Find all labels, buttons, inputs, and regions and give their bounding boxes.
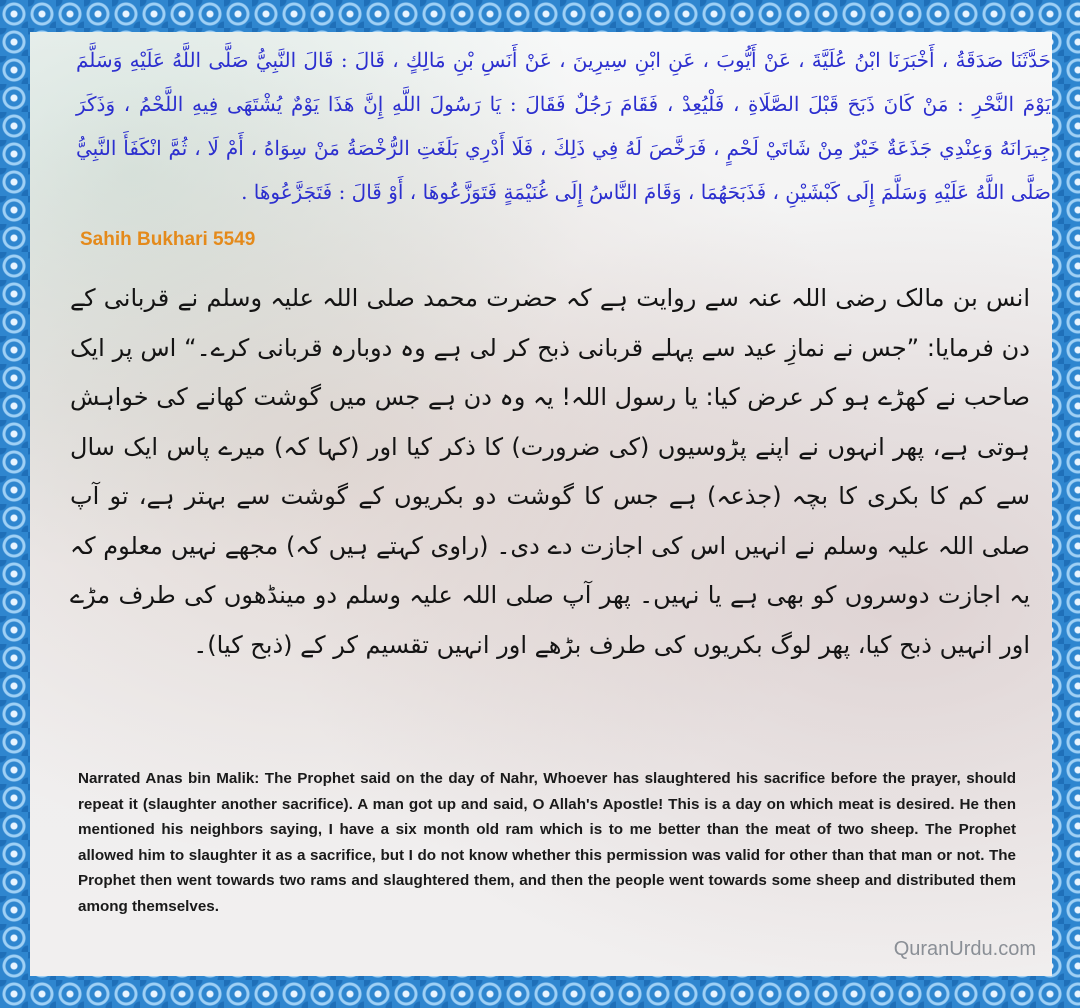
site-watermark: QuranUrdu.com [893,938,1036,960]
urdu-translation [70,274,1030,670]
content-panel [30,32,1052,976]
english-paragraph: Narrated Anas bin Malik: The Prophet said on the day of Nahr, Whoever has slaughtered his sacrifice before the prayer, should repeat it (slaughter another sacrifice). A man got up and said, O Allah's Apostle! This is a day on which meat is desired. He then mentioned his neighbors saying, I have a six month old ram which is to me better than the meat of two sheep. The Prophet allowed him to slaughter it as a sacrifice, but I do not know whether this permission was valid for other than that man or not. The Prophet then went towards two rams and slaughtered them, and then the people went towards some sheep and distributed them among themselves. [78,770,1016,915]
arabic-paragraph: حَدَّثَنَا صَدَقَةُ ، أَخْبَرَنَا ابْنُ عُلَيَّةَ ، عَنْ أَيُّوبَ ، عَنِ ابْنِ سِيرِينَ ، عَنْ أَنَسِ بْنِ مَالِكٍ ، قَالَ : قَالَ النَّبِيُّ صَلَّى اللَّهُ عَلَيْهِ وَسَلَّمَ يَوْمَ النَّحْرِ : مَنْ كَانَ ذَبَحَ قَبْلَ الصَّلَاةِ ، فَلْيُعِدْ ، فَقَامَ رَجُلٌ فَقَالَ : يَا رَسُولَ اللَّهِ إِنَّ هَذَا يَوْمٌ يُشْتَهَى فِيهِ اللَّحْمُ ، وَذَكَرَ جِيرَانَهُ وَعِنْدِي جَذَعَةٌ خَيْرٌ مِنْ شَاتَيْ لَحْمٍ ، فَرَخَّصَ لَهُ فِي ذَلِكَ ، فَلَا أَدْرِي بَلَغَتِ الرُّخْصَةُ مَنْ سِوَاهُ ، أَمْ لَا ، ثُمَّ انْكَفَأَ النَّبِيُّ صَلَّى اللَّهُ عَلَيْهِ وَسَلَّمَ إِلَى كَبْشَيْنِ ، فَذَبَحَهُمَا ، وَقَامَ النَّاسُ إِلَى غُنَيْمَةٍ فَتَوَزَّعُوهَا ، أَوْ قَالَ : فَتَجَزَّعُوهَا . [76,48,1051,204]
english-translation [78,766,1016,919]
hadith-reference: Sahih Bukhari 5549 [80,229,256,250]
urdu-paragraph: انس بن مالک رضی اللہ عنہ سے روایت ہے کہ حضرت محمد صلی اللہ علیہ وسلم نے قربانی کے دن فرمایا: ”جس نے نمازِ عید سے پہلے قربانی ذبح کر لی ہے وہ دوبارہ قربانی کرے۔“ اس پر ایک صاحب نے کھڑے ہو کر عرض کیا: یا رسول اللہ! یہ وہ دن ہے جس میں گوشت کھانے کی خواہش ہوتی ہے، پھر انہوں نے اپنے پڑوسیوں (کی ضرورت) کا ذکر کیا اور (کہا کہ) میرے پاس ایک سال سے کم کا بکری کا بچہ (جذعہ) ہے جس کا گوشت دو بکریوں کے گوشت سے بہتر ہے، تو آپ صلی اللہ علیہ وسلم نے انہیں اس کی اجازت دے دی۔ (راوی کہتے ہیں کہ) مجھے نہیں معلوم کہ یہ اجازت دوسروں کو بھی ہے یا نہیں۔ پھر آپ صلی اللہ علیہ وسلم دو مینڈھوں کی طرف مڑے اور انہیں ذبح کیا، پھر لوگ بکریوں کی طرف بڑھے اور انہیں تقسیم کر کے (ذبح کیا)۔ [70,284,1031,659]
arabic-text [76,38,1051,214]
